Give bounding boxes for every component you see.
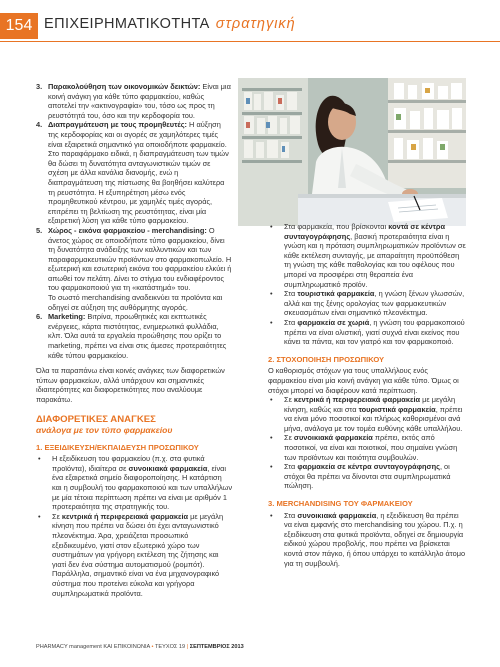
header-rule [0, 41, 500, 42]
running-header [44, 16, 296, 32]
section-title: ΔΙΑΦΟΡΕΤΙΚΕΣ ΑΝΑΓΚΕΣ [36, 413, 156, 425]
bullet-text: Στα [284, 462, 298, 472]
item-text: Το σωστό merchandising αναδεικνύει τα προϊόντα και οδηγεί σε αύξηση της αυθόρμητης αγοράς. [48, 293, 223, 312]
bullet-text: , πρέπει να είναι μόνο ποσοτικοί και πλήρως καθορισμένοι ανά μήνα, ανάλογα με τον τομέα ευθύνης κάθε υπαλλήλου. [284, 404, 463, 433]
bullet-text: Στα [284, 510, 298, 520]
bullet-bold: τουριστικά φαρμακεία [358, 404, 436, 414]
list-item [36, 293, 232, 312]
list-item [268, 433, 466, 462]
subsection-paragraph: Ο καθορισμός στόχων για τους υπαλλήλους ενός φαρμακείου είναι μία κοινή ανάγκη για κάθε τύπο. Όμως οι στόχοι μπορεί να διαφέρουν κατά περίπτωση. [268, 366, 459, 395]
page-number: 154 [0, 13, 38, 39]
bullet-text: , η γνώση ξένων γλωσσών, αλλά και της ξένης ορολογίας των φαρμακευτικών σκευασμάτων είναι σημαντικό πλεονέκτημα. [284, 289, 465, 318]
list-item [36, 120, 232, 226]
bullet-bold: τουριστικά φαρμακεία [297, 289, 375, 299]
bullet-bold: κοντά σε κέντρα συνταγογράφησης [284, 222, 446, 241]
list-item [36, 512, 232, 598]
bullet-text: Η εξειδίκευση του φαρμακείου (π.χ. στα φυτικά προϊόντα), ιδιαίτερα σε [52, 454, 205, 473]
list-item [268, 222, 466, 289]
bullet-list [268, 222, 466, 347]
bullet-bold: συνοικιακά φαρμακεία [293, 433, 373, 443]
bullet-text: Στα [284, 289, 298, 299]
bullet-text: , η γνώση του φαρμακοποιού πρέπει να είναι ολιστική, γιατί συχνά είναι εκείνος που κάνει τα πάντα, και τον γιατρό και τον φαρμακοποιό. [284, 317, 465, 347]
header-title-accent: στρατηγική [215, 16, 296, 32]
pharmacist-photo [238, 78, 466, 226]
bullet-text: , είναι ένα εξαιρετικά σημείο διαφοροποίησης. Η κατάρτιση και η συμβουλή του φαρμακοποιού και των υπαλλήλων με μία τέτοια περίπτωση πρέπει να είναι με αριθμόν 1 προτεραιότητα της στρατηγικής του. [52, 463, 233, 512]
item-lead: Παρακολούθηση των οικονομικών δεικτών: [48, 82, 201, 91]
bullet-text: , οι στόχοι θα πρέπει να δίνονται στα συμπληρωματικά πώληση. [284, 462, 451, 491]
bullet-bold: κεντρικά ή περιφερειακά φαρμακεία [293, 395, 421, 405]
footer-issue: ΤΕΥΧΟΣ 19 [154, 644, 186, 650]
item-text: Ο άνετος χώρος σε οποιοδήποτε τύπο φαρμακείου, δίνει τη δυνατότητα ανάδειξης των καλλυντικών και των παραφαρμακευτικών προϊόντων στο φαρμακοπωλείο. Η εξωτερική και εσωτερική εικόνα του φαρμακείου ελκύει ή απωθεί τον πελάτη. Δίνει το στίγμα του ενδιαφέροντος του φαρμακοποιού για τη «κατάστημά» του. [48, 225, 232, 293]
bullet-text: Στα [284, 317, 298, 327]
bullet-text: , η εξειδίκευση θα πρέπει να είναι εμφανής στο merchandising του χώρου. Π.χ. η εξειδίκευση στα φυτικά προϊόντα, οδηγεί σε δημιουργία ειδικού χώρου προβολής, που πρέπει να βρίσκεται κοντά στον πάγκο, ή όπου υπάρχει το κατάλληλο άτομο για τη συμβουλή. [284, 510, 466, 568]
bullet-text: , βασική προτεραιότητα είναι η γνώση και η πρόταση συμπληρωματικών προϊόντων σε κάθε εκτέλεση συνταγής, με απαραίτητη προϋπόθεση τη γνώση της κάθε παθολογίας και του οφέλους που μπορεί να προσφέρει στη θεραπεία ένα συμπληρωματικό προϊόν. [284, 231, 466, 289]
item-lead: Διαπραγμάτευση με τους προμηθευτές: [48, 120, 187, 130]
item-number: 6. [36, 312, 43, 322]
item-number: 5. [36, 225, 43, 235]
bullet-list [268, 395, 466, 491]
footer-date: ΣΕΠΤΕΜΒΡΙΟΣ 2013 [189, 644, 244, 650]
bullet-bold: φαρμακεία σε κέντρα συνταγογράφησης [297, 462, 440, 472]
list-item [36, 454, 232, 512]
bullet-text: Σε [284, 433, 294, 443]
left-column [36, 82, 232, 598]
footer-separator: | [186, 644, 190, 650]
header-title: ΕΠΙΧΕΙΡΗΜΑΤΙΚΟΤΗΤΑ [44, 16, 210, 32]
list-item [268, 318, 466, 347]
bullet-text: Σε [284, 395, 294, 405]
bullet-list [268, 511, 466, 569]
numbered-list [36, 82, 232, 360]
item-lead: Marketing: [48, 312, 86, 322]
item-number: 3. [36, 82, 43, 91]
list-item [36, 226, 232, 293]
subsection-heading: 3. MERCHANDISING ΤΟΥ ΦΑΡΜΑΚΕΙΟΥ [268, 499, 413, 509]
list-item [268, 395, 466, 433]
subsection-heading: 1. ΕΞΕΙΔΙΚΕΥΣΗ/ΕΚΠΑΙΔΕΥΣΗ ΠΡΟΣΩΠΙΚΟΥ [36, 442, 199, 452]
section-subtitle: ανάλογα με τον τύπο φαρμακείου [36, 424, 173, 435]
footer-separator: • [151, 644, 155, 650]
item-lead: Χώρος - εικόνα φαρμακείου - merchandising: [48, 225, 207, 235]
pharmacist-photo-illustration [238, 78, 466, 226]
item-text: Βιτρίνα, προωθητικές και εκπτωτικές ενέργειες, κάρτα πιστότητας, ενημερωτικά φυλλάδια, κλπ. Όλα αυτά τα εργαλεία προώθησης που ορίζει το marketing, πρέπει να είναι στις άμεσες προτεραιότητες κάθε τύπου φαρμακείου. [48, 312, 227, 360]
list-item [36, 312, 232, 360]
item-number: 4. [36, 120, 43, 130]
bullet-list [36, 454, 232, 598]
right-column [268, 222, 466, 568]
bullet-bold: συνοικιακά φαρμακεία [128, 463, 208, 473]
bullet-text: με μεγάλη κίνηση, καθώς και στα [284, 395, 456, 414]
list-item [36, 82, 232, 120]
footer-magazine: PHARMACY management ΚΑΙ ΕΠΙΚΟΙΝΩΝΙΑ [36, 644, 150, 650]
subsection-heading: 2. ΣΤΟΧΟΠΟΙΗΣΗ ΠΡΟΣΩΠΙΚΟΥ [268, 354, 385, 364]
list-item [268, 462, 466, 491]
item-text: Είναι μια κοινή ανάγκη για κάθε τύπο φαρμακείου, καθώς αποτελεί την «ακτινογραφία» του, τόσο ως προς τη ρευστότητά του, όσο και την κερδοφορία του. [48, 82, 231, 120]
list-item [268, 289, 466, 318]
list-item [268, 511, 466, 569]
page-footer [36, 644, 244, 650]
item-text: Η αύξηση της κερδοφορίας και οι αγορές σε χαμηλότερες τιμές είναι εξαιρετικά σημαντικό για οποιοδήποτε φαρμακείο. Στο παραφάρμακο ειδικά, η διαπραγμάτευση των τιμών θα δώσει τη δυνατότητα ανταγωνιστικών τιμών σε σχέση με άλλα κανάλια διανομής, ενώ η διαπραγμάτευση της πίστωσης θα βοηθήσει καλύτερα τη ρευστότητα. Η εξυπηρέτηση μέσω ενός προμηθευτικού κέντρου, με χαμηλές τιμές αγοράς, επιτρέπει τη βελτίωση της ρευστότητας, είναι μία εξαιρετική λύση για κάθε τύπο φαρμακείου. [48, 120, 229, 226]
bullet-text: με μεγάλη κίνηση που πρέπει να δώσει ότι έχει ανταγωνιστικό πλεονέκτημα. Άρα, χρειάζεται προσωπικό εξειδικευμένο, γιατί στον εξωτερικό χώρο των συστημάτων για γρήγορη εκτέλεση της ζήτησης και γιατί δεν ένα σύστημα αυτοματισμού (ρομπότ). Παράλληλα, σημαντικό είναι να ένα μηχανογραφικό σύστημα που προτείνει εύκολα και γρήγορα συμπληρωματικά προϊόντα. [52, 511, 224, 598]
bullet-bold: κεντρικά ή περιφερειακά φαρμακεία [61, 511, 189, 521]
bullet-text: πρέπει, εκτός από ποσοτικοί, να είναι και ποιοτικοί, που σημαίνει γνώση των προϊόντων και ποιότητα συμβουλών. [284, 433, 458, 462]
bullet-bold: φαρμακεία σε χωριά [297, 317, 370, 327]
bullet-bold: συνοικιακά φαρμακεία [297, 510, 377, 520]
bullet-text: Στα φαρμακεία, που βρίσκονται [284, 222, 389, 231]
intro-paragraph: Όλα τα παραπάνω είναι κοινές ανάγκες των διαφορετικών τύπων φαρμακείων, αλλά υπάρχουν και σημαντικές ιδιαιτερότητες και διαφορετικότητες που αναλύουμε παρακάτω. [36, 366, 225, 404]
bullet-text: Σε [52, 511, 62, 521]
